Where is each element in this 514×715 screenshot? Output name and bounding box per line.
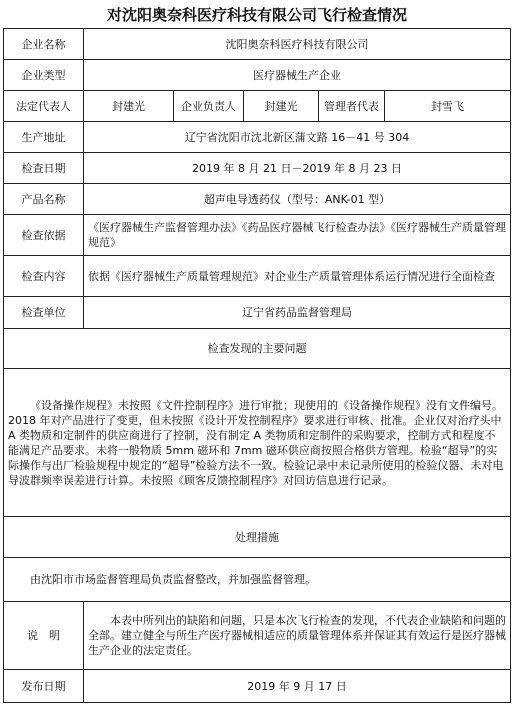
- inspection-content-label: 检查内容: [4, 256, 84, 297]
- legal-rep-value: 封建光: [84, 91, 174, 122]
- row-product: [4, 184, 511, 215]
- row-note: [4, 602, 511, 670]
- findings-heading: 检查发现的主要问题: [4, 329, 511, 369]
- row-address: [4, 122, 511, 153]
- legal-rep-label: 法定代表人: [4, 91, 84, 122]
- company-name-value: 沈阳奥奈科医疗科技有限公司: [84, 29, 511, 60]
- company-type-label: 企业类型: [4, 60, 84, 91]
- row-unit: [4, 297, 511, 329]
- inspection-table: [3, 28, 511, 703]
- row-company-name: [4, 29, 511, 60]
- row-basis: [4, 215, 511, 256]
- findings-text: 《设备操作规程》未按照《文件控制程序》进行审批；现使用的《设备操作规程》没有文件编号。2018 年对产品进行了变更，但未按照《设计开发控制程序》要求进行审核、批准。企业仅对治疗头中 A 类物质和定制件的供应商进行了控制，没有制定 A 类物质和定制件的采购要求，控制方式和程度不能满足产品要求。未将一般物质 5mm 磁环和 7mm 磁环供应商按照合格供方管理。检验“超导”的实际操作与出厂检验规程中规定的“超导”检验方法不一致。检验记录中未记录所使用的检验仪器、未对电导波群频率误差进行计算。未按照《顾客反馈控制程序》对回访信息进行记录。: [8, 398, 504, 487]
- address-label: 生产地址: [4, 122, 84, 153]
- inspection-basis-label: 检查依据: [4, 215, 84, 256]
- inspection-content-value: 依据《医疗器械生产质量管理规范》对企业生产质量管理体系运行情况进行全面检查: [84, 256, 511, 297]
- inspection-date-label: 检查日期: [4, 153, 84, 184]
- manager-rep-label: 管理者代表: [319, 91, 385, 122]
- row-company-type: [4, 60, 511, 91]
- row-measures-heading: [4, 517, 511, 558]
- company-type-value: 医疗器械生产企业: [84, 60, 511, 91]
- inspection-basis-value: 《医疗器械生产监督管理办法》《药品医疗器械飞行检查办法》《医疗器械生产质量管理规范》: [84, 215, 511, 256]
- inspection-unit-label: 检查单位: [4, 297, 84, 329]
- row-measures-text: [4, 558, 511, 602]
- product-name-label: 产品名称: [4, 184, 84, 215]
- company-name-label: 企业名称: [4, 29, 84, 60]
- measures-heading: 处理措施: [4, 517, 511, 558]
- manager-rep-value: 封雪飞: [385, 91, 511, 122]
- row-findings-text: [4, 369, 511, 517]
- row-publish: [4, 670, 511, 703]
- inspection-date-value: 2019 年 8 月 21 日－2019 年 8 月 23 日: [84, 153, 511, 184]
- publish-date-label: 发布日期: [4, 670, 84, 703]
- measures-text: 由沈阳市市场监督管理局负责监督整改，并加强监督管理。: [30, 573, 316, 586]
- row-findings-heading: [4, 329, 511, 369]
- note-text: 本表中所列出的缺陷和问题，只是本次飞行检查的发现，不代表企业缺陷和问题的全部。建立健全与所生产医疗器械相适应的质量管理体系并保证其有效运行是医疗器械生产企业的法定责任。: [88, 614, 506, 657]
- page-title: 对沈阳奥奈科医疗科技有限公司飞行检查情况: [106, 6, 407, 24]
- product-name-value: 超声电导透药仪（型号：ANK-01 型）: [84, 184, 511, 215]
- row-content: [4, 256, 511, 297]
- row-date: [4, 153, 511, 184]
- company-head-value: 封建光: [244, 91, 319, 122]
- note-label: 说 明: [4, 602, 84, 670]
- publish-date-value: 2019 年 9 月 17 日: [84, 670, 511, 703]
- company-head-label: 企业负责人: [174, 91, 244, 122]
- inspection-unit-value: 辽宁省药品监督管理局: [84, 297, 511, 329]
- address-value: 辽宁省沈阳市沈北新区蒲文路 16－41 号 304: [84, 122, 511, 153]
- row-people: [4, 91, 511, 122]
